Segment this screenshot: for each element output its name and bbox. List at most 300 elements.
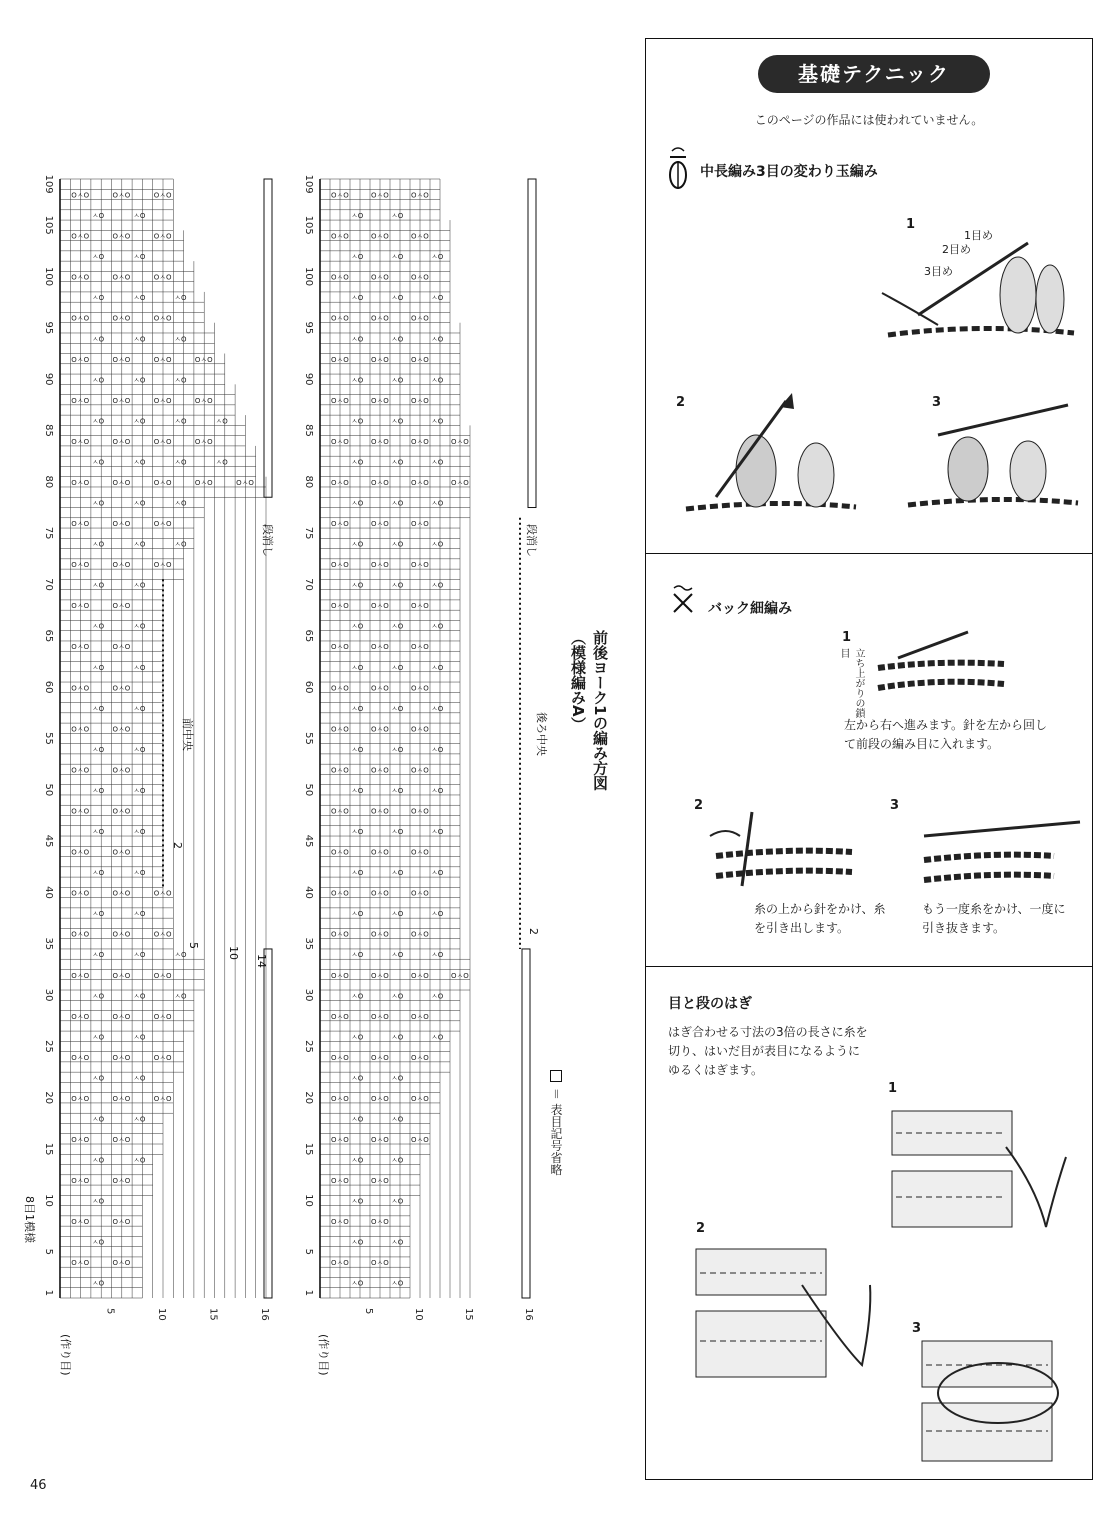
svg-text:OㅅO: OㅅO (331, 1136, 349, 1145)
row-tick-right-70: 70 (303, 578, 314, 591)
arrow-14-label: 14 (255, 954, 268, 968)
svg-text:ㅅO: ㅅO (351, 253, 364, 262)
bsc-step-2-number: 2 (694, 798, 704, 813)
row-tick-1: 1 (43, 1289, 54, 1297)
row-tick-35: 35 (43, 937, 54, 951)
graft-step-2-number: 2 (696, 1221, 706, 1236)
svg-text:OㅅO: OㅅO (112, 191, 131, 200)
row-tick-95: 95 (43, 321, 54, 335)
svg-text:OㅅO: OㅅO (331, 520, 349, 529)
row-tick-right-45: 45 (303, 834, 314, 848)
svg-text:OㅅO: OㅅO (71, 889, 90, 898)
graft-step-1-number: 1 (888, 1081, 898, 1096)
svg-text:ㅅO: ㅅO (431, 581, 444, 590)
svg-text:ㅅO: ㅅO (133, 992, 146, 1001)
svg-text:ㅅO: ㅅO (391, 951, 404, 960)
svg-text:ㅅO: ㅅO (91, 704, 105, 713)
row-tick-right-55: 55 (303, 732, 314, 745)
row-tick-right-90: 90 (303, 372, 314, 386)
svg-text:ㅅO: ㅅO (91, 581, 105, 590)
svg-text:OㅅO: OㅅO (71, 314, 90, 323)
svg-text:OㅅO: OㅅO (371, 561, 389, 570)
row-tick-right-105: 105 (303, 215, 314, 235)
row-tick-right-20: 20 (303, 1091, 314, 1105)
svg-text:ㅅO: ㅅO (351, 910, 364, 919)
svg-text:OㅅO: OㅅO (371, 1136, 389, 1145)
svg-text:ㅅO: ㅅO (133, 1156, 146, 1165)
chart-title (567, 630, 611, 790)
svg-text:ㅅO: ㅅO (391, 745, 404, 754)
svg-text:OㅅO: OㅅO (71, 971, 90, 980)
svg-text:ㅅO: ㅅO (351, 704, 364, 713)
row-tick-right-85: 85 (303, 424, 314, 437)
svg-text:OㅅO: OㅅO (153, 273, 172, 282)
svg-text:ㅅO: ㅅO (431, 335, 444, 344)
col-tick-0-15: 15 (207, 1308, 219, 1321)
svg-text:ㅅO: ㅅO (133, 869, 146, 878)
col-tick-1-5: 5 (363, 1308, 374, 1315)
svg-text:OㅅO: OㅅO (71, 684, 90, 693)
puff-step1-illustration (878, 235, 1078, 355)
svg-text:ㅅO: ㅅO (431, 992, 444, 1001)
svg-text:ㅅO: ㅅO (91, 1279, 105, 1288)
technique-title: 基礎テクニック (758, 55, 990, 93)
svg-text:ㅅO: ㅅO (391, 417, 404, 426)
row-tick-right-1: 1 (303, 1289, 314, 1297)
svg-text:OㅅO: OㅅO (451, 478, 469, 487)
row-tick-85: 85 (43, 424, 54, 437)
svg-text:ㅅO: ㅅO (133, 294, 146, 303)
svg-text:ㅅO: ㅅO (133, 417, 146, 426)
blank-square-icon (550, 1070, 562, 1082)
svg-text:OㅅO: OㅅO (331, 273, 349, 282)
svg-text:ㅅO: ㅅO (431, 869, 444, 878)
svg-text:OㅅO: OㅅO (371, 889, 389, 898)
svg-text:OㅅO: OㅅO (112, 725, 131, 734)
row-tick-70: 70 (43, 578, 54, 591)
section1-heading: 中長編み3目の変わり玉編み (700, 164, 878, 180)
svg-text:OㅅO: OㅅO (112, 1177, 131, 1186)
svg-text:OㅅO: OㅅO (71, 1136, 90, 1145)
svg-text:OㅅO: OㅅO (331, 684, 349, 693)
svg-text:ㅅO: ㅅO (133, 910, 146, 919)
svg-text:ㅅO: ㅅO (351, 458, 364, 467)
svg-text:ㅅO: ㅅO (391, 581, 404, 590)
svg-text:ㅅO: ㅅO (351, 951, 364, 960)
svg-text:OㅅO: OㅅO (153, 561, 172, 570)
svg-text:ㅅO: ㅅO (351, 828, 364, 837)
loop3-label: 3目め (924, 265, 953, 278)
svg-text:OㅅO: OㅅO (71, 520, 90, 529)
svg-text:OㅅO: OㅅO (112, 437, 131, 446)
svg-text:OㅅO: OㅅO (331, 1259, 349, 1268)
loop2-label: 2目め (942, 243, 971, 256)
graft-step3-illustration (918, 1337, 1078, 1467)
svg-text:ㅅO: ㅅO (133, 540, 146, 549)
svg-text:OㅅO: OㅅO (112, 396, 131, 405)
svg-text:OㅅO: OㅅO (153, 930, 172, 939)
svg-text:OㅅO: OㅅO (371, 1218, 389, 1227)
svg-text:ㅅO: ㅅO (351, 622, 364, 631)
svg-text:ㅅO: ㅅO (91, 458, 105, 467)
svg-text:ㅅO: ㅅO (431, 376, 444, 385)
svg-text:OㅅO: OㅅO (411, 889, 429, 898)
svg-text:OㅅO: OㅅO (371, 971, 389, 980)
svg-text:ㅅO: ㅅO (391, 1156, 404, 1165)
chart-legend (548, 1068, 565, 1176)
svg-text:OㅅO: OㅅO (331, 1094, 349, 1103)
arrow-10-label: 10 (227, 946, 240, 960)
grafting-caption: はぎ合わせる寸法の3倍の長さに糸を切り、はいだ目が表目になるようにゆるくはぎます。 (668, 1025, 868, 1077)
svg-text:ㅅO: ㅅO (431, 828, 444, 837)
svg-text:OㅅO: OㅅO (112, 1259, 131, 1268)
svg-text:ㅅO: ㅅO (133, 828, 146, 837)
row-tick-75: 75 (43, 526, 54, 540)
svg-text:OㅅO: OㅅO (371, 766, 389, 775)
svg-text:OㅅO: OㅅO (112, 889, 131, 898)
svg-text:OㅅO: OㅅO (371, 355, 389, 364)
svg-text:OㅅO: OㅅO (331, 1177, 349, 1186)
svg-text:ㅅO: ㅅO (391, 828, 404, 837)
svg-text:OㅅO: OㅅO (71, 396, 90, 405)
svg-text:ㅅO: ㅅO (91, 1074, 105, 1083)
svg-text:OㅅO: OㅅO (71, 1259, 90, 1268)
svg-text:OㅅO: OㅅO (411, 725, 429, 734)
svg-text:ㅅO: ㅅO (174, 294, 187, 303)
row-tick-right-5: 5 (303, 1248, 314, 1255)
svg-text:ㅅO: ㅅO (391, 1033, 404, 1042)
svg-text:OㅅO: OㅅO (194, 355, 213, 364)
svg-text:OㅅO: OㅅO (371, 684, 389, 693)
svg-text:ㅅO: ㅅO (133, 458, 146, 467)
svg-text:OㅅO: OㅅO (71, 643, 90, 652)
technique-panel (645, 38, 1093, 1480)
svg-text:OㅅO: OㅅO (71, 1012, 90, 1021)
svg-text:ㅅO: ㅅO (215, 417, 228, 426)
svg-text:ㅅO: ㅅO (133, 786, 146, 795)
pattern-repeat-note: 8目1模様 (23, 1196, 36, 1243)
svg-text:OㅅO: OㅅO (331, 848, 349, 857)
svg-text:ㅅO: ㅅO (133, 951, 146, 960)
svg-text:OㅅO: OㅅO (331, 314, 349, 323)
row-tick-labels (43, 175, 534, 1321)
section3-heading: 目と段のはぎ (668, 996, 752, 1012)
svg-text:OㅅO: OㅅO (411, 602, 429, 611)
row-tick-50: 50 (43, 783, 54, 797)
row-tick-right-80: 80 (303, 475, 314, 489)
back-yoke-grid (320, 179, 540, 1298)
right-strip-top (528, 179, 536, 508)
svg-text:OㅅO: OㅅO (411, 232, 429, 241)
svg-text:ㅅO: ㅅO (91, 869, 105, 878)
svg-text:OㅅO: OㅅO (112, 314, 131, 323)
col-tick-0-10: 10 (156, 1308, 167, 1321)
svg-text:OㅅO: OㅅO (153, 437, 172, 446)
svg-text:OㅅO: OㅅO (451, 437, 469, 446)
svg-text:ㅅO: ㅅO (174, 335, 187, 344)
svg-text:OㅅO: OㅅO (112, 684, 131, 693)
svg-text:ㅅO: ㅅO (391, 499, 404, 508)
svg-text:OㅅO: OㅅO (112, 602, 131, 611)
cast-on-left: (作り目) (59, 1334, 72, 1376)
cast-on-right: (作り目) (317, 1334, 330, 1376)
row-tick-right-60: 60 (303, 680, 314, 694)
svg-text:OㅅO: OㅅO (371, 1053, 389, 1062)
svg-text:ㅅO: ㅅO (391, 376, 404, 385)
row-tick-right-35: 35 (303, 937, 314, 951)
svg-text:ㅅO: ㅅO (431, 1033, 444, 1042)
svg-text:OㅅO: OㅅO (411, 930, 429, 939)
bsc-step2-illustration (696, 806, 856, 896)
chart-title-line2: （模様編みA） (569, 630, 587, 732)
svg-text:ㅅO: ㅅO (431, 786, 444, 795)
svg-text:ㅅO: ㅅO (391, 992, 404, 1001)
svg-text:ㅅO: ㅅO (174, 540, 187, 549)
svg-text:OㅅO: OㅅO (71, 478, 90, 487)
svg-text:OㅅO: OㅅO (371, 725, 389, 734)
svg-text:ㅅO: ㅅO (133, 1033, 146, 1042)
svg-text:OㅅO: OㅅO (371, 191, 389, 200)
svg-text:ㅅO: ㅅO (91, 294, 105, 303)
svg-text:OㅅO: OㅅO (371, 520, 389, 529)
svg-text:ㅅO: ㅅO (391, 869, 404, 878)
svg-text:OㅅO: OㅅO (411, 1012, 429, 1021)
svg-text:OㅅO: OㅅO (71, 602, 90, 611)
row-tick-80: 80 (43, 475, 54, 489)
section2-heading: バック細編み (708, 601, 792, 617)
svg-text:ㅅO: ㅅO (391, 294, 404, 303)
puff-stitch-icon (666, 147, 690, 191)
svg-text:OㅅO: OㅅO (112, 1053, 131, 1062)
bsc-caption-1: 左から右へ進みます。針を左から回して前段の編み目に入れます。 (844, 718, 1048, 751)
graft-step-3-number: 3 (912, 1321, 922, 1336)
svg-text:ㅅO: ㅅO (91, 1238, 105, 1247)
svg-text:ㅅO: ㅅO (133, 745, 146, 754)
front-center-label: 前中央 (181, 718, 194, 751)
row-tick-right-95: 95 (303, 321, 314, 335)
svg-text:ㅅO: ㅅO (351, 540, 364, 549)
svg-text:ㅅO: ㅅO (133, 499, 146, 508)
svg-text:OㅅO: OㅅO (153, 232, 172, 241)
svg-text:OㅅO: OㅅO (112, 1012, 131, 1021)
svg-text:OㅅO: OㅅO (71, 191, 90, 200)
svg-text:ㅅO: ㅅO (91, 786, 105, 795)
svg-text:ㅅO: ㅅO (351, 745, 364, 754)
row-tick-right-50: 50 (303, 783, 314, 797)
row-tick-right-75: 75 (303, 526, 314, 540)
svg-text:ㅅO: ㅅO (391, 704, 404, 713)
svg-text:OㅅO: OㅅO (112, 355, 131, 364)
svg-text:OㅅO: OㅅO (153, 1053, 172, 1062)
svg-text:ㅅO: ㅅO (391, 212, 404, 221)
svg-text:ㅅO: ㅅO (431, 540, 444, 549)
svg-text:OㅅO: OㅅO (153, 478, 172, 487)
arrow-2-left: 2 (171, 842, 184, 849)
svg-text:ㅅO: ㅅO (431, 663, 444, 672)
svg-text:ㅅO: ㅅO (351, 417, 364, 426)
row-tick-5: 5 (43, 1248, 54, 1255)
row-note-left: 段消し (261, 524, 274, 557)
row-tick-right-109: 109 (303, 174, 314, 194)
svg-text:OㅅO: OㅅO (331, 355, 349, 364)
svg-text:ㅅO: ㅅO (133, 253, 146, 262)
graft-step1-illustration (886, 1107, 1086, 1237)
svg-text:OㅅO: OㅅO (331, 437, 349, 446)
svg-text:OㅅO: OㅅO (194, 396, 213, 405)
svg-text:ㅅO: ㅅO (351, 335, 364, 344)
svg-text:ㅅO: ㅅO (391, 540, 404, 549)
svg-text:ㅅO: ㅅO (391, 458, 404, 467)
svg-text:ㅅO: ㅅO (133, 335, 146, 344)
row-tick-55: 55 (43, 732, 54, 745)
svg-text:OㅅO: OㅅO (153, 889, 172, 898)
svg-text:ㅅO: ㅅO (351, 376, 364, 385)
svg-text:OㅅO: OㅅO (153, 355, 172, 364)
svg-text:ㅅO: ㅅO (133, 1074, 146, 1083)
step-3-number: 3 (932, 395, 942, 410)
svg-text:ㅅO: ㅅO (351, 294, 364, 303)
right-strip-bottom (522, 949, 530, 1298)
svg-text:ㅅO: ㅅO (91, 499, 105, 508)
row-tick-90: 90 (43, 372, 54, 386)
svg-text:ㅅO: ㅅO (391, 663, 404, 672)
left-strip-bottom (264, 949, 272, 1298)
svg-text:ㅅO: ㅅO (391, 910, 404, 919)
svg-text:OㅅO: OㅅO (153, 1094, 172, 1103)
chart-title-line1: 前後ヨーク1の編み方図 (591, 630, 609, 791)
svg-text:OㅅO: OㅅO (411, 1136, 429, 1145)
svg-text:ㅅO: ㅅO (351, 1115, 364, 1124)
svg-text:OㅅO: OㅅO (112, 971, 131, 980)
svg-text:OㅅO: OㅅO (153, 396, 172, 405)
svg-text:OㅅO: OㅅO (411, 191, 429, 200)
svg-text:OㅅO: OㅅO (112, 520, 131, 529)
svg-text:ㅅO: ㅅO (91, 663, 105, 672)
bsc-step1-illustration (868, 628, 1008, 708)
svg-text:OㅅO: OㅅO (153, 314, 172, 323)
step-2-number: 2 (676, 395, 686, 410)
svg-text:ㅅO: ㅅO (91, 335, 105, 344)
svg-text:ㅅO: ㅅO (174, 417, 187, 426)
svg-text:OㅅO: OㅅO (112, 766, 131, 775)
svg-text:OㅅO: OㅅO (71, 1177, 90, 1186)
svg-text:ㅅO: ㅅO (391, 1197, 404, 1206)
svg-text:OㅅO: OㅅO (371, 1259, 389, 1268)
svg-text:ㅅO: ㅅO (91, 417, 105, 426)
col-tick-1-16: 16 (523, 1308, 534, 1321)
row-tick-65: 65 (43, 629, 54, 643)
svg-text:OㅅO: OㅅO (411, 437, 429, 446)
svg-text:ㅅO: ㅅO (91, 1156, 105, 1165)
svg-text:ㅅO: ㅅO (391, 622, 404, 631)
row-tick-109: 109 (43, 174, 54, 194)
svg-text:OㅅO: OㅅO (411, 273, 429, 282)
svg-text:ㅅO: ㅅO (351, 1238, 364, 1247)
svg-text:ㅅO: ㅅO (91, 1115, 105, 1124)
svg-text:ㅅO: ㅅO (215, 458, 228, 467)
technique-note: このページの作品には使われていません。 (754, 113, 984, 127)
svg-text:ㅅO: ㅅO (133, 622, 146, 631)
svg-text:OㅅO: OㅅO (411, 1094, 429, 1103)
chain-label: 立ち上がりの鎖目 (838, 648, 864, 718)
svg-text:ㅅO: ㅅO (431, 499, 444, 508)
svg-text:OㅅO: OㅅO (411, 561, 429, 570)
svg-text:ㅅO: ㅅO (431, 294, 444, 303)
svg-text:OㅅO: OㅅO (331, 971, 349, 980)
svg-text:ㅅO: ㅅO (91, 376, 105, 385)
svg-text:ㅅO: ㅅO (391, 253, 404, 262)
svg-text:OㅅO: OㅅO (331, 478, 349, 487)
bsc-step-1-number: 1 (842, 630, 852, 645)
svg-text:OㅅO: OㅅO (71, 437, 90, 446)
svg-text:OㅅO: OㅅO (371, 232, 389, 241)
row-tick-60: 60 (43, 680, 54, 694)
svg-text:ㅅO: ㅅO (91, 540, 105, 549)
left-strip-top (264, 179, 272, 497)
svg-text:OㅅO: OㅅO (411, 971, 429, 980)
svg-text:OㅅO: OㅅO (331, 930, 349, 939)
arrow-2-right: 2 (527, 928, 540, 935)
row-tick-15: 15 (43, 1142, 54, 1156)
row-tick-right-30: 30 (303, 988, 314, 1002)
svg-text:ㅅO: ㅅO (431, 253, 444, 262)
svg-text:ㅅO: ㅅO (351, 992, 364, 1001)
back-center-label: 後ろ中央 (535, 712, 548, 756)
svg-text:OㅅO: OㅅO (411, 355, 429, 364)
svg-text:ㅅO: ㅅO (133, 1115, 146, 1124)
svg-text:ㅅO: ㅅO (91, 910, 105, 919)
svg-text:OㅅO: OㅅO (153, 1012, 172, 1021)
svg-text:ㅅO: ㅅO (431, 622, 444, 631)
svg-text:OㅅO: OㅅO (371, 437, 389, 446)
svg-text:OㅅO: OㅅO (411, 396, 429, 405)
bsc-step-3-number: 3 (890, 798, 900, 813)
svg-text:OㅅO: OㅅO (71, 1094, 90, 1103)
svg-text:ㅅO: ㅅO (351, 212, 364, 221)
svg-text:OㅅO: OㅅO (236, 478, 254, 487)
step-1-number: 1 (906, 217, 916, 232)
row-tick-40: 40 (43, 886, 54, 899)
svg-text:OㅅO: OㅅO (112, 930, 131, 939)
col-tick-0-16: 16 (259, 1308, 270, 1321)
svg-text:ㅅO: ㅅO (391, 1279, 404, 1288)
svg-text:OㅅO: OㅅO (411, 684, 429, 693)
svg-text:OㅅO: OㅅO (112, 1136, 131, 1145)
svg-text:OㅅO: OㅅO (331, 232, 349, 241)
svg-text:ㅅO: ㅅO (174, 992, 187, 1001)
row-tick-100: 100 (43, 266, 54, 287)
svg-text:OㅅO: OㅅO (371, 1012, 389, 1021)
svg-text:OㅅO: OㅅO (153, 191, 172, 200)
svg-text:ㅅO: ㅅO (391, 1115, 404, 1124)
svg-text:OㅅO: OㅅO (331, 191, 349, 200)
svg-text:ㅅO: ㅅO (174, 499, 187, 508)
svg-text:OㅅO: OㅅO (371, 602, 389, 611)
svg-text:ㅅO: ㅅO (351, 786, 364, 795)
row-tick-right-15: 15 (303, 1142, 314, 1156)
svg-text:OㅅO: OㅅO (112, 232, 131, 241)
svg-text:ㅅO: ㅅO (174, 376, 187, 385)
svg-text:OㅅO: OㅅO (331, 766, 349, 775)
row-tick-right-40: 40 (303, 886, 314, 899)
svg-text:ㅅO: ㅅO (391, 1074, 404, 1083)
svg-text:ㅅO: ㅅO (91, 1033, 105, 1042)
svg-text:OㅅO: OㅅO (112, 807, 131, 816)
svg-text:OㅅO: OㅅO (411, 766, 429, 775)
svg-text:OㅅO: OㅅO (451, 971, 469, 980)
svg-text:OㅅO: OㅅO (112, 1218, 131, 1227)
svg-text:OㅅO: OㅅO (112, 273, 131, 282)
